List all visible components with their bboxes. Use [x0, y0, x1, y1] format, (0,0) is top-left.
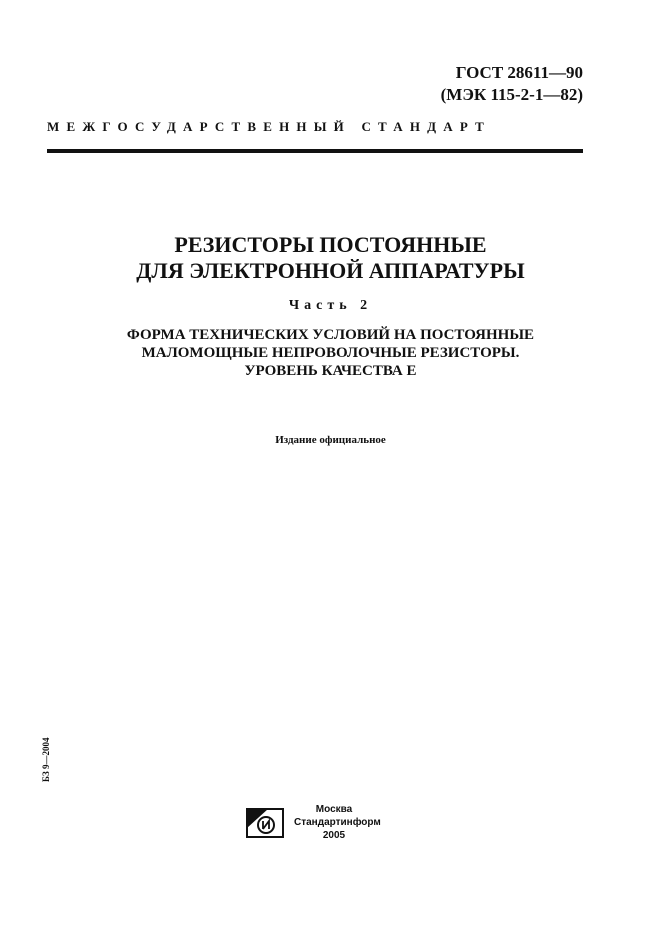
title-block	[0, 232, 661, 380]
publisher-year: 2005	[322, 830, 346, 841]
iec-number: (МЭК 115-2-1—82)	[440, 85, 583, 104]
side-code: БЗ 9—2004	[41, 737, 51, 782]
publisher-info	[294, 803, 381, 842]
gost-designation	[441, 62, 583, 106]
subtitle-line-2: МАЛОМОЩНЫЕ НЕПРОВОЛОЧНЫЕ РЕЗИСТОРЫ.	[141, 345, 520, 361]
standartinform-logo-icon	[246, 808, 284, 838]
subtitle	[0, 326, 661, 380]
publisher-city: Москва	[315, 804, 353, 815]
gost-number: ГОСТ 28611—90	[455, 63, 583, 82]
main-title-line-2: ДЛЯ ЭЛЕКТРОННОЙ АППАРАТУРЫ	[136, 258, 525, 283]
publisher-name: Стандартинформ	[294, 817, 381, 828]
main-title-line-1: РЕЗИСТОРЫ ПОСТОЯННЫЕ	[174, 232, 487, 257]
subtitle-line-1: ФОРМА ТЕХНИЧЕСКИХ УСЛОВИЙ НА ПОСТОЯННЫЕ	[126, 327, 535, 343]
subtitle-line-3: УРОВЕНЬ КАЧЕСТВА Е	[244, 363, 417, 379]
header-divider	[47, 149, 583, 153]
edition-label: Издание официальное	[275, 434, 386, 446]
part-label: Часть 2	[288, 298, 373, 313]
interstate-standard-heading: МЕЖГОСУДАРСТВЕННЫЙ СТАНДАРТ	[47, 119, 492, 134]
